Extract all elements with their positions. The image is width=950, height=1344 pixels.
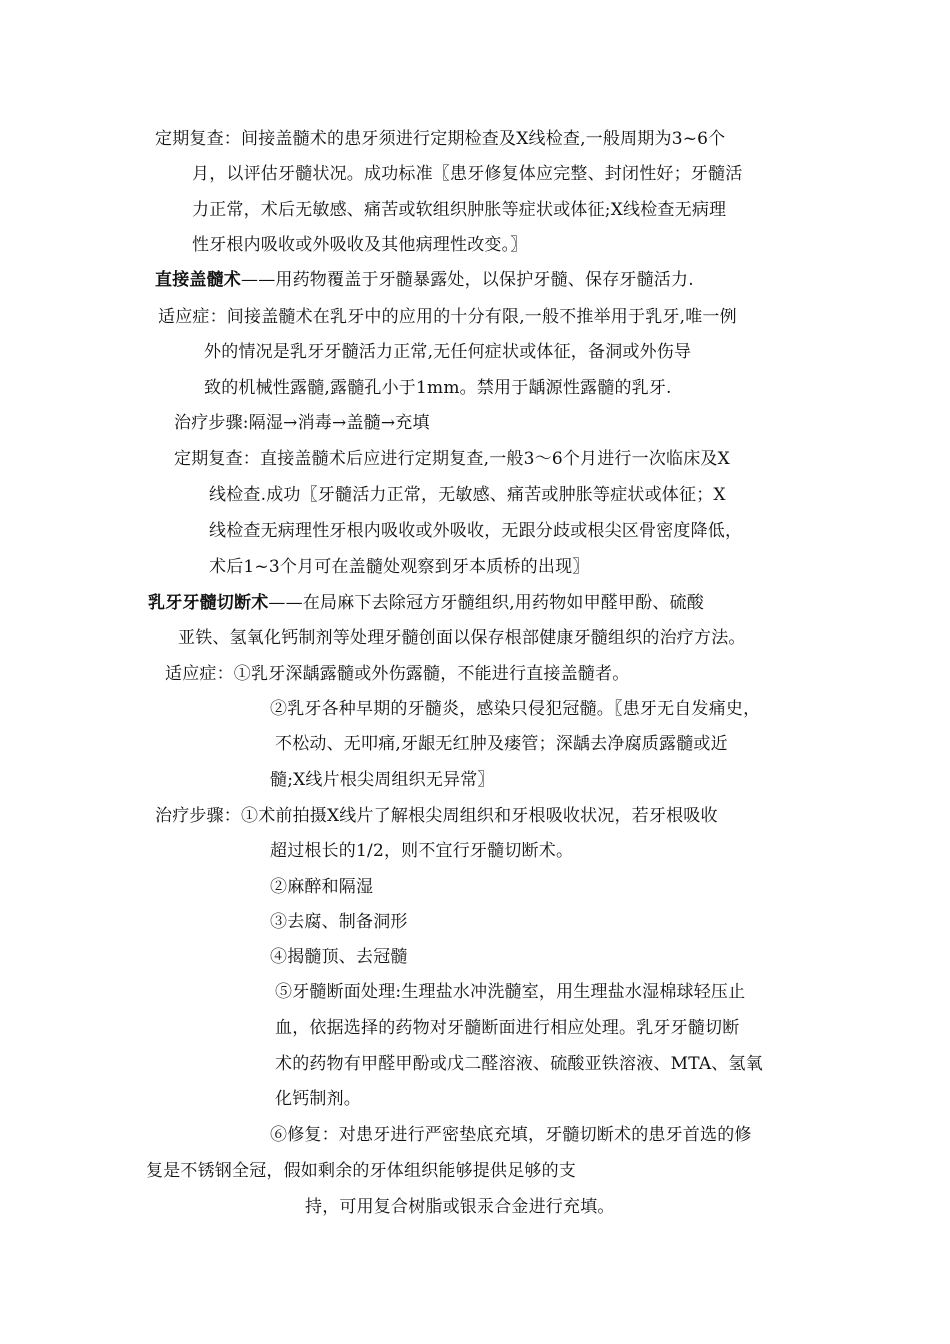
definition-line (148, 592, 704, 614)
text-line: 不松动、无叩痛,牙龈无红肿及瘘管；深龋去净腐质露髓或近 (275, 734, 728, 754)
text-line: ②乳牙各种早期的牙髓炎，感染只侵犯冠髓。〖患牙无自发痛史， (270, 699, 761, 719)
text-line: ④揭髓顶、去冠髓 (270, 947, 408, 967)
text-line: 定期复查：直接盖髓术后应进行定期复查,一般3～6个月进行一次临床及X (174, 449, 730, 469)
text-line: 化钙制剂。 (275, 1089, 361, 1109)
text-line: ⑥修复：对患牙进行严密垫底充填，牙髓切断术的患牙首选的修 (270, 1125, 752, 1145)
text-line: 持，可用复合树脂或银汞合金进行充填。 (305, 1197, 615, 1217)
text-line: ③去腐、制备洞形 (270, 912, 408, 932)
term-heading: 乳牙牙髓切断术 (148, 593, 269, 613)
text-line: 亚铁、氢氧化钙制剂等处理牙髓创面以保存根部健康牙髓组织的治疗方法。 (178, 628, 746, 648)
definition-text: ——用药物覆盖于牙髓暴露处，以保护牙髓、保存牙髓活力. (241, 270, 694, 290)
text-line: 致的机械性露髓,露髓孔小于1mm。禁用于龋源性露髓的乳牙. (204, 378, 672, 398)
text-line: 线检查.成功〖牙髓活力正常，无敏感、痛苦或肿胀等症状或体征；X (209, 485, 726, 505)
text-line: 月，以评估牙髓状况。成功标准〖患牙修复体应完整、封闭性好；牙髓活 (192, 164, 743, 184)
text-line: 治疗步骤:隔湿→消毒→盖髓→充填 (174, 413, 430, 433)
text-line: 复是不锈钢全冠，假如剩余的牙体组织能够提供足够的支 (146, 1161, 576, 1181)
text-line: 适应症：间接盖髓术在乳牙中的应用的十分有限,一般不推举用于乳牙,唯一例 (158, 307, 737, 327)
text-line: 力正常，术后无敏感、痛苦或软组织肿胀等症状或体征;X线检查无病理 (192, 200, 727, 220)
text-line: 超过根长的1/2，则不宜行牙髓切断术。 (270, 841, 574, 861)
text-line: ⑤牙髓断面处理:生理盐水冲洗髓室，用生理盐水湿棉球轻压止 (275, 982, 746, 1002)
text-line: 外的情况是乳牙牙髓活力正常,无任何症状或体征，备洞或外伤导 (204, 342, 692, 362)
text-line: 术后1~3个月可在盖髓处观察到牙本质桥的出现〗 (209, 557, 590, 577)
term-heading: 直接盖髓术 (155, 270, 241, 290)
text-line: 髓;X线片根尖周组织无异常〗 (270, 770, 495, 790)
definition-line (155, 269, 694, 291)
text-line: 线检查无病理性牙根内吸收或外吸收，无跟分歧或根尖区骨密度降低， (209, 521, 743, 541)
text-line: 性牙根内吸收或外吸收及其他病理性改变。〗 (192, 235, 528, 255)
text-line: 治疗步骤：①术前拍摄X线片了解根尖周组织和牙根吸收状况，若牙根吸收 (155, 806, 718, 826)
text-line: 适应症：①乳牙深龋露髓或外伤露髓，不能进行直接盖髓者。 (165, 664, 630, 684)
text-line: 定期复查：间接盖髓术的患牙须进行定期检查及X线检查,一般周期为3~6个 (155, 129, 726, 149)
text-line: 术的药物有甲醛甲酚或戊二醛溶液、硫酸亚铁溶液、MTA、氢氧 (275, 1054, 763, 1074)
text-line: ②麻醉和隔湿 (270, 877, 374, 897)
text-line: 血，依据选择的药物对牙髓断面进行相应处理。乳牙牙髓切断 (275, 1018, 740, 1038)
definition-text: ——在局麻下去除冠方牙髓组织,用药物如甲醛甲酚、硫酸 (268, 593, 705, 613)
